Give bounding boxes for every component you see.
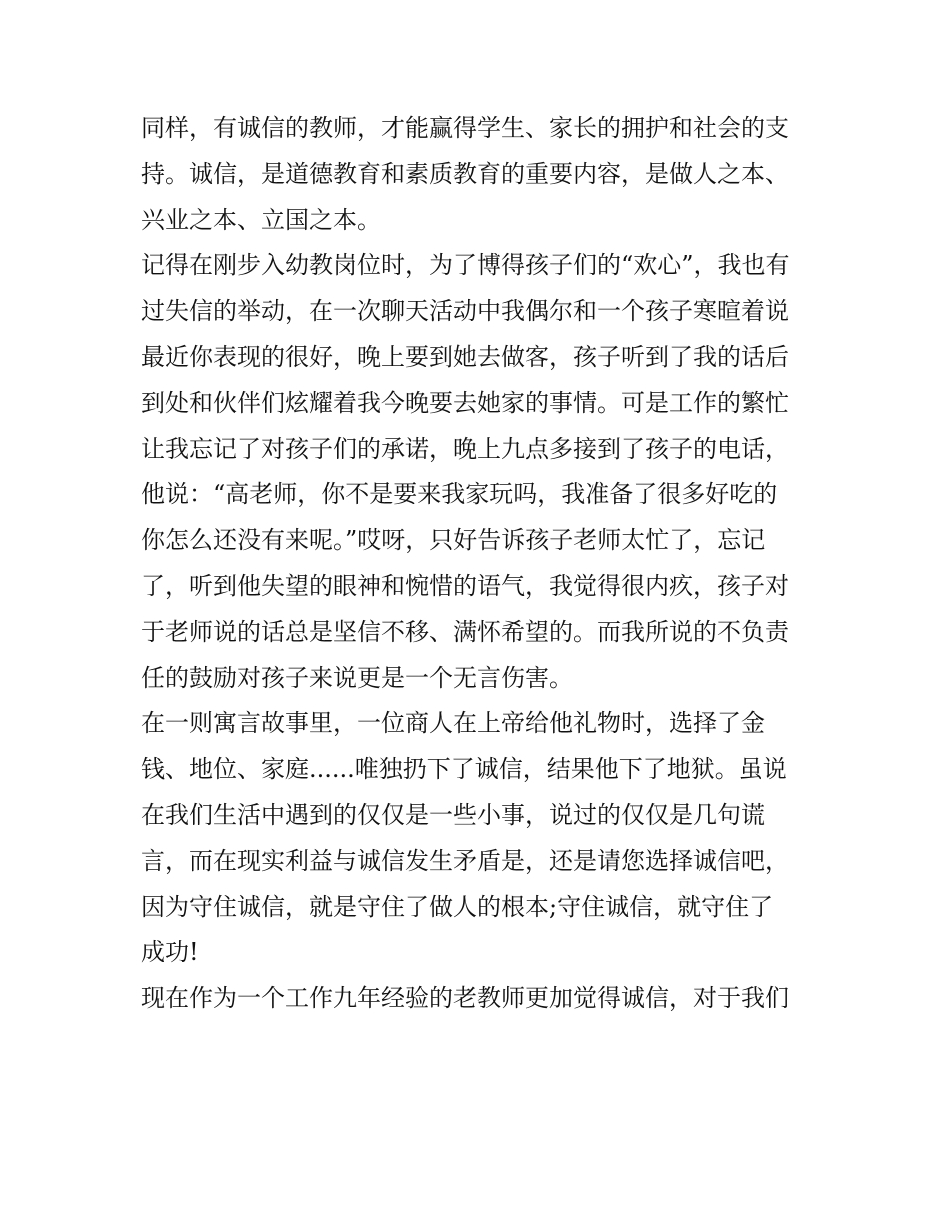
text-line: 记得在刚步入幼教岗位时，为了博得孩子们的“欢心”，我也有: [141, 251, 790, 280]
text-line: 任的鼓励对孩子来说更是一个无言伤害。: [141, 663, 573, 692]
text-line: 成功!: [141, 938, 199, 967]
text-line: 现在作为一个工作九年经验的老教师更加觉得诚信，对于我们: [141, 984, 789, 1013]
text-line: 言，而在现实利益与诚信发生矛盾是，还是请您选择诚信吧，: [141, 846, 789, 875]
text-line: 在一则寓言故事里，一位商人在上帝给他礼物时，选择了金: [141, 709, 765, 738]
text-line: 钱、地位、家庭......唯独扔下了诚信，结果他下了地狱。虽说: [141, 755, 787, 784]
text-line: 了，听到他失望的眼神和惋惜的语气，我觉得很内疚，孩子对: [141, 571, 789, 600]
text-line: 你怎么还没有来呢。”哎呀，只好告诉孩子老师太忙了，忘记: [141, 526, 766, 555]
text-line: 因为守住诚信，就是守住了做人的根本;守住诚信，就守住了: [141, 892, 774, 921]
text-line: 最近你表现的很好，晚上要到她去做客，孩子听到了我的话后: [141, 342, 789, 371]
body-text: [141, 106, 821, 1022]
text-line: 到处和伙伴们炫耀着我今晚要去她家的事情。可是工作的繁忙: [141, 388, 789, 417]
text-line: 在我们生活中遇到的仅仅是一些小事，说过的仅仅是几句谎: [141, 800, 765, 829]
text-line: 让我忘记了对孩子们的承诺，晚上九点多接到了孩子的电话，: [141, 434, 789, 463]
text-line: 他说：“高老师，你不是要来我家玩吗，我准备了很多好吃的: [141, 480, 778, 509]
text-line: 兴业之本、立国之本。: [141, 205, 381, 234]
text-line: 同样，有诚信的教师，才能赢得学生、家长的拥护和社会的支: [141, 114, 789, 142]
text-line: 持。诚信，是道德教育和素质教育的重要内容，是做人之本、: [141, 159, 789, 188]
text-line: 过失信的举动，在一次聊天活动中我偶尔和一个孩子寒暄着说: [141, 297, 789, 326]
text-line: 于老师说的话总是坚信不移、满怀希望的。而我所说的不负责: [141, 617, 789, 646]
